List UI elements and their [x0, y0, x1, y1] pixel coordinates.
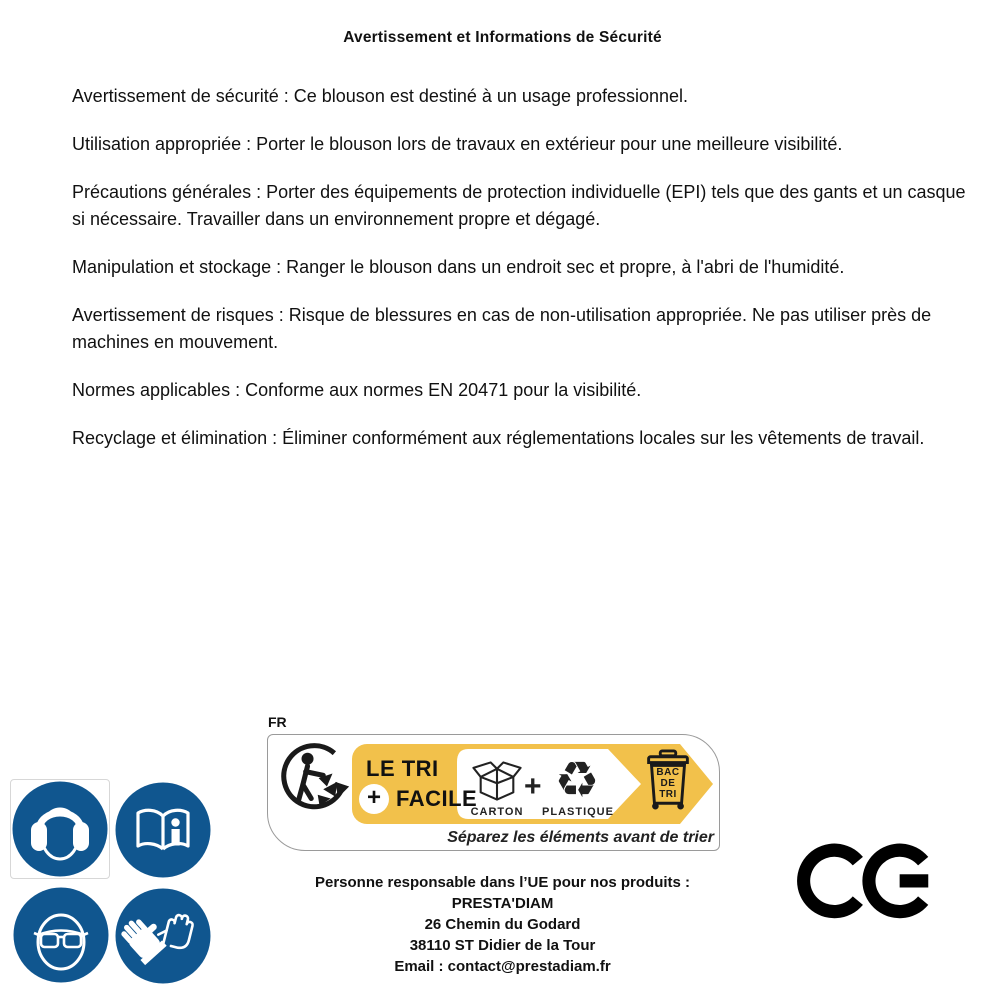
address-city: 38110 ST Didier de la Tour [409, 937, 596, 954]
safety-paragraph-storage: Manipulation et stockage : Ranger le blouson dans un endroit sec et propre, à l'abri de l'humidité. [72, 257, 845, 277]
safety-paragraph-precautions: Précautions générales : Porter des équipements de protection individuelle (EPI) tels que des gants et un casque si nécessaire. Travailler dans un environnement propre et dégagé. [72, 182, 966, 229]
carton-box-icon [468, 757, 526, 803]
plastic-recycle-icon: ♻ [554, 751, 600, 809]
facile-text: FACILE [396, 786, 478, 811]
page-title: Avertissement et Informations de Sécurité [343, 29, 662, 46]
safety-paragraph-risks: Avertissement de risques : Risque de blessures en cas de non-utilisation appropriée. Ne pas utiliser près de machines en mouvement. [72, 305, 932, 352]
ce-marking-icon [797, 842, 937, 940]
safety-paragraph-usage: Utilisation appropriée : Porter le blouson lors de travaux en extérieur pour une meilleure visibilité. [72, 134, 843, 154]
responsible-intro: Personne responsable dans l’UE pour nos produits : [314, 874, 691, 891]
company-name: PRESTA'DIAM [451, 895, 554, 912]
bac-de-tri-label: BAC DE TRI [656, 767, 680, 800]
wear-ear-protection-icon [12, 781, 108, 877]
le-tri-text: LE TRI [366, 756, 439, 781]
safety-paragraph-warning: Avertissement de sécurité : Ce blouson est destiné à un usage professionnel. [72, 86, 689, 106]
plus-separator: + [524, 770, 542, 803]
plastique-label: PLASTIQUE [542, 806, 614, 818]
address-street: 26 Chemin du Godard [424, 916, 581, 933]
contact-email: Email : contact@prestadiam.fr [394, 958, 611, 975]
carton-label: CARTON [470, 806, 524, 818]
plus-badge: + [359, 784, 389, 814]
fr-country-label: FR [268, 714, 287, 730]
read-instruction-manual-icon [115, 782, 211, 878]
safety-paragraph-recycling: Recyclage et élimination : Éliminer conformément aux réglementations locales sur les vêtements de travail. [72, 428, 925, 448]
separez-instruction: Séparez les éléments avant de trier [447, 829, 714, 846]
triman-recycling-icon [277, 743, 351, 819]
safety-paragraph-standards: Normes applicables : Conforme aux normes EN 20471 pour la visibilité. [72, 380, 642, 400]
safety-text-block [72, 83, 972, 473]
